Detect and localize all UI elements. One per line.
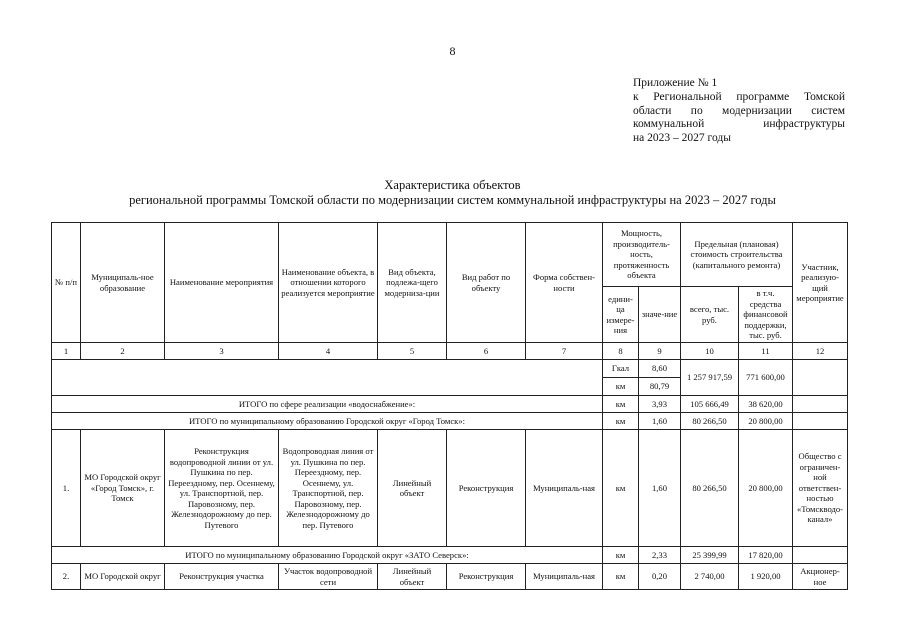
summary-financial: 771 600,00 [739,360,793,396]
col-number: 1 [52,343,81,360]
row2-work-type: Реконструкция [447,564,526,590]
col-number: 9 [639,343,681,360]
row1-total: 80 266,50 [681,430,739,547]
row2-participant: Акционер-ное [793,564,848,590]
page-number: 8 [449,44,456,58]
row2-financial: 1 920,00 [739,564,793,590]
column-number-row [52,343,848,360]
itogo-water-value: 3,93 [639,396,681,413]
row1-municipality: МО Городской округ «Город Томск», г. Томск [81,430,165,547]
summary-unit-2: км [603,378,639,396]
itogo-water-label: ИТОГО по сфере реализации «водоснабжение»: [52,396,603,413]
header-activity: Наименование мероприятия [165,223,279,343]
row1-object-name: Водопроводная линия от ул. Пушкина по пер. Переездному, пер. Осеннему, ул. Транспортной, пер. Паровозному, пер. Железнодорожному до пер. Путевого [279,430,378,547]
col-number: 6 [447,343,526,360]
header-unit: едини-ца измере-ния [603,287,639,343]
col-number: 8 [603,343,639,360]
summary-total: 1 257 917,59 [681,360,739,396]
col-number: 3 [165,343,279,360]
objects-table [51,222,848,590]
col-number: 10 [681,343,739,360]
header-total: всего, тыс. руб. [681,287,739,343]
header-object-name: Наименование объекта, в отношении которого реализуется мероприятие [279,223,378,343]
title-line-1: Характеристика объектов [384,178,521,192]
col-number: 12 [793,343,848,360]
itogo-seversk-label: ИТОГО по муниципальному образованию Городской округ «ЗАТО Северск»: [52,547,603,564]
header-cost: Предельная (плановая) стоимость строительства (капитального ремонта) [681,223,793,287]
table-row [52,564,848,590]
document-title [0,178,905,208]
itogo-water-unit: км [603,396,639,413]
row1-work-type: Реконструкция [447,430,526,547]
itogo-seversk-value: 2,33 [639,547,681,564]
row2-activity: Реконструкция участка [165,564,279,590]
row2-value: 0,20 [639,564,681,590]
summary-value-2: 80,79 [639,378,681,396]
header-ownership: Форма собствен-ности [526,223,603,343]
itogo-water-financial: 38 620,00 [739,396,793,413]
itogo-tomsk-financial: 20 800,00 [739,413,793,430]
itogo-seversk-total: 25 399,99 [681,547,739,564]
row1-object-type: Линейный объект [378,430,447,547]
header-capacity: Мощность, производитель-ность, протяженность объекта [603,223,681,287]
itogo-water-total: 105 666,49 [681,396,739,413]
header-participant: Участник, реализую-щий мероприятие [793,223,848,343]
appendix-line-2: к Региональной программе Томской [633,90,845,103]
row1-participant: Общество с ограничен-ной ответствен-ностью «Томскводо-канал» [793,430,848,547]
itogo-tomsk-empty [793,413,848,430]
itogo-tomsk-unit: км [603,413,639,430]
summary-unit-1: Гкал [603,360,639,378]
itogo-seversk-row [52,547,848,564]
itogo-water-empty [793,396,848,413]
col-number: 11 [739,343,793,360]
row2-ownership: Муниципаль-ная [526,564,603,590]
header-object-type: Вид объекта, подлежа-щего модерниза-ции [378,223,447,343]
col-number: 7 [526,343,603,360]
row2-unit: км [603,564,639,590]
itogo-tomsk-total: 80 266,50 [681,413,739,430]
summary-row-1 [52,360,848,378]
header-municipality: Муниципаль-ное образование [81,223,165,343]
header-financial: в т.ч. средства финансовой поддержки, тыс. руб. [739,287,793,343]
header-value: значе-ние [639,287,681,343]
row2-object-name: Участок водопроводной сети [279,564,378,590]
header-num: № п/п [52,223,81,343]
summary-empty [52,360,603,396]
row1-unit: км [603,430,639,547]
header-row-1 [52,223,848,287]
appendix-line-5: на 2023 – 2027 годы [633,132,731,145]
row2-num: 2. [52,564,81,590]
row1-activity: Реконструкция водопроводной линии от ул. Пушкина по пер. Переездному, пер. Осеннему, ул. Транспортной, пер. Паровозному, пер. Железнодорожному до пер. Путевого [165,430,279,547]
appendix-line-4: коммунальной инфраструктуры [633,118,845,131]
table-row [52,430,848,547]
row1-num: 1. [52,430,81,547]
row1-value: 1,60 [639,430,681,547]
col-number: 4 [279,343,378,360]
summary-participant-empty [793,360,848,396]
col-number: 5 [378,343,447,360]
row2-municipality: МО Городской округ [81,564,165,590]
itogo-seversk-unit: км [603,547,639,564]
appendix-block [633,77,845,146]
title-line-2: региональной программы Томской области по модернизации систем коммунальной инфраструктуры на 2023 – 2027 годы [129,193,776,207]
row2-total: 2 740,00 [681,564,739,590]
row2-object-type: Линейный объект [378,564,447,590]
row1-ownership: Муниципаль-ная [526,430,603,547]
appendix-line-1: Приложение № 1 [633,77,718,89]
itogo-tomsk-value: 1,60 [639,413,681,430]
appendix-line-3: области по модернизации систем [633,104,845,117]
itogo-seversk-empty [793,547,848,564]
header-work-type: Вид работ по объекту [447,223,526,343]
itogo-water-row [52,396,848,413]
itogo-seversk-financial: 17 820,00 [739,547,793,564]
summary-value-1: 8,60 [639,360,681,378]
itogo-tomsk-label: ИТОГО по муниципальному образованию Городской округ «Город Томск»: [52,413,603,430]
row1-financial: 20 800,00 [739,430,793,547]
col-number: 2 [81,343,165,360]
itogo-tomsk-row [52,413,848,430]
